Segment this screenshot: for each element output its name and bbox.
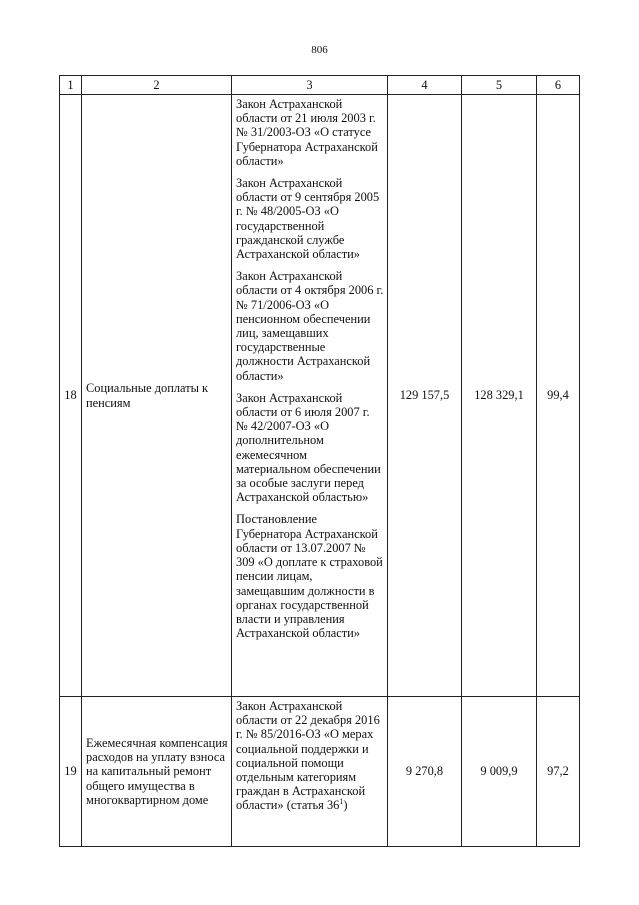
value-col4: 9 270,8 — [388, 697, 462, 847]
page-number: 806 — [311, 44, 328, 56]
header-cell: 1 — [60, 76, 82, 95]
payment-name: Ежемесячная компенсация расходов на уплату взноса на капитальный ремонт общего имущества в многоквартирном доме — [82, 697, 232, 847]
legal-basis-entry: Постановление Губернатора Астраханской области от 13.07.2007 № 309 «О доплате к страховой пенсии лицам, замещавшим должности в органах государственной власти и управления Астраханской области» — [236, 512, 383, 641]
value-col6: 97,2 — [537, 697, 580, 847]
report-table — [59, 75, 580, 847]
header-cell: 2 — [82, 76, 232, 95]
header-cell: 4 — [388, 76, 462, 95]
header-cell: 3 — [232, 76, 388, 95]
table-row — [60, 95, 580, 697]
legal-basis-entry: Закон Астраханской области от 4 октября 2006 г. № 71/2006-ОЗ «О пенсионном обеспечении лиц, замещавших государственные должности Астраханской области» — [236, 269, 384, 383]
row-number: 19 — [60, 697, 82, 847]
legal-basis-entry: Закон Астраханской области от 21 июля 2003 г. № 31/2003-ОЗ «О статусе Губернатора Астраханской области» — [236, 97, 378, 168]
value-col6: 99,4 — [537, 95, 580, 697]
legal-basis-entry: Закон Астраханской области от 6 июля 2007 г. № 42/2007-ОЗ «О дополнительном ежемесячном материальном обеспечении за особые заслуги перед Астраханской областью» — [236, 390, 381, 505]
table-header-row — [60, 76, 580, 95]
value-col5: 128 329,1 — [462, 95, 537, 697]
legal-basis-text: Закон Астраханской области от 22 декабря 2016 г. № 85/2016-ОЗ «О мерах социальной поддержки и социальной помощи отдельным категориям граждан в Астраханской области» (статья 36 — [236, 699, 380, 813]
header-cell: 6 — [537, 76, 580, 95]
value-col5: 9 009,9 — [462, 697, 537, 847]
payment-name: Социальные доплаты к пенсиям — [82, 95, 232, 697]
legal-basis-cell — [232, 697, 388, 847]
article-superscript: 1 — [339, 797, 344, 807]
table-row — [60, 697, 580, 847]
legal-basis-tail: ) — [343, 798, 348, 813]
value-col4: 129 157,5 — [388, 95, 462, 697]
legal-basis-entry — [236, 699, 384, 813]
legal-basis-cell — [232, 95, 388, 697]
legal-basis-entry: Закон Астраханской области от 9 сентября 2005 г. № 48/2005-ОЗ «О государственной гражданской службе Астраханской области» — [236, 176, 380, 262]
header-cell: 5 — [462, 76, 537, 95]
row-number: 18 — [60, 95, 82, 697]
